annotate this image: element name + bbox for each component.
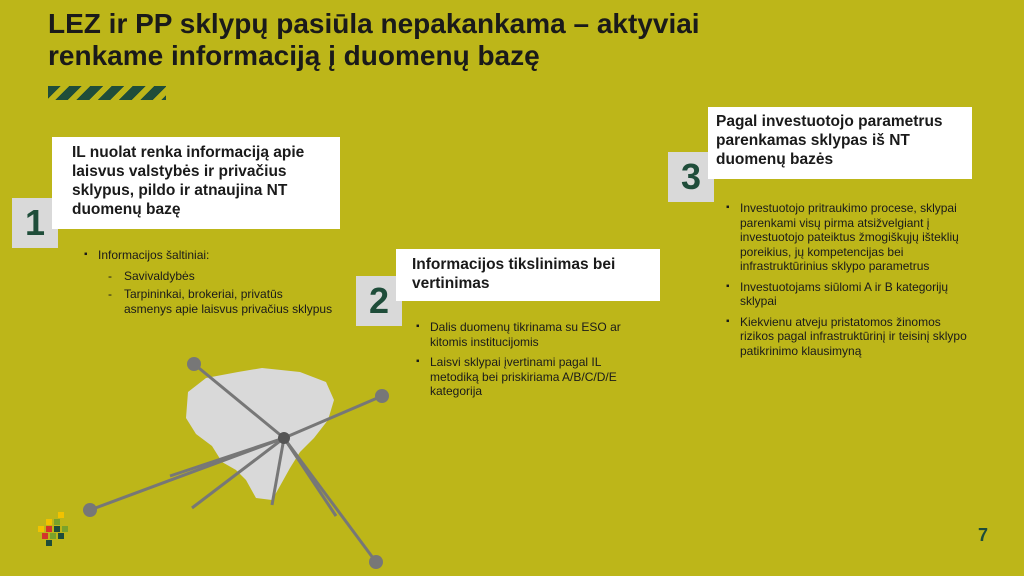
logo-icon: [38, 512, 68, 546]
step-2-list: [416, 320, 652, 405]
step-1-list: [84, 248, 334, 320]
step-2-card: Informacijos tikslinimas bei vertinimas: [396, 249, 660, 301]
step-2-bullet: ▪ Laisvi sklypai įvertinami pagal IL metodiką bei priskiriama A/B/C/D/E kategorija: [416, 355, 652, 399]
step-1-bullet: ▪ Informacijos šaltiniai:: [84, 248, 334, 263]
step-2-bullet: ▪ Dalis duomenų tikrinama su ESO ar kitomis institucijomis: [416, 320, 652, 349]
step-1-subitem: - Savivaldybės: [84, 269, 334, 284]
step-3-number: 3: [668, 152, 714, 202]
step-2-number: 2: [356, 276, 402, 326]
step-3-bullet: ▪ Investuotojams siūlomi A ir B kategorijų sklypai: [726, 280, 978, 309]
step-3-card: Pagal investuotojo parametrus parenkamas sklypas iš NT duomenų bazės: [708, 107, 972, 179]
title-line-2: renkame informaciją į duomenų bazę: [48, 40, 540, 71]
step-3-list: [726, 201, 978, 364]
step-1-subitem: - Tarpininkai, brokeriai, privatūs asmenys apie laisvus privačius sklypus: [84, 287, 334, 316]
step-1-card: IL nuolat renka informaciją apie laisvus valstybės ir privačius sklypus, pildo ir atnaujina NT duomenų bazę: [52, 137, 340, 229]
title-line-1: LEZ ir PP sklypų pasiūla nepakankama – aktyviai: [48, 8, 700, 39]
step-3-bullet: ▪ Kiekvienu atveju pristatomos žinomos rizikos pagal infrastruktūrinį ir teisinį sklypo patikrinimo klausimyną: [726, 315, 978, 359]
step-1-number: 1: [12, 198, 58, 248]
step-3-bullet: ▪ Investuotojo pritraukimo procese, sklypai parenkami visų pirma atsižvelgiant į investuotojo pateiktus žmogiškųjų išteklių poreikius, jų kompetencijas bei infrastruktūrinius sklypo parametrus: [726, 201, 978, 274]
page-number: 7: [977, 525, 988, 545]
